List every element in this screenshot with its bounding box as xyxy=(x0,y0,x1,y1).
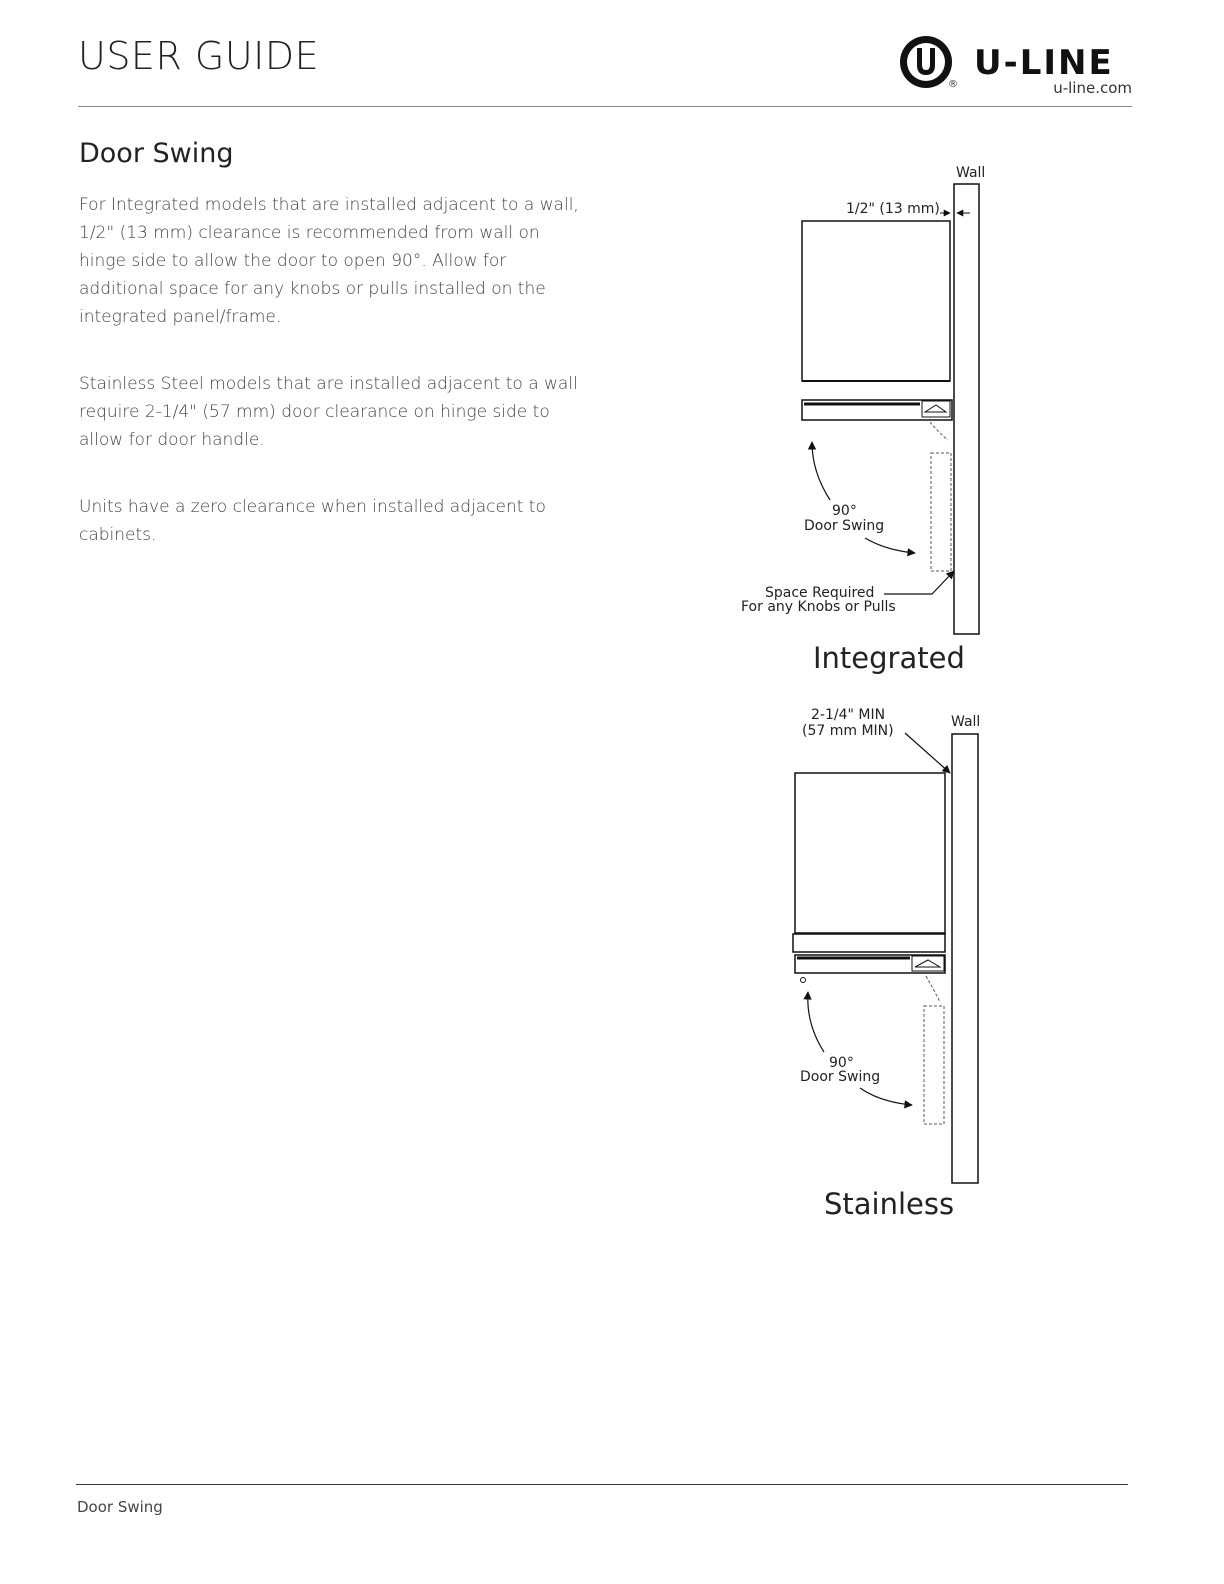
integrated-cabinet xyxy=(802,221,950,381)
integrated-swing-angle: 90° xyxy=(832,503,857,519)
stainless-wall xyxy=(952,734,978,1183)
stainless-cabinet xyxy=(795,773,945,933)
integrated-wall-label: Wall xyxy=(956,165,986,181)
registered-mark: ® xyxy=(948,79,958,90)
integrated-swing-arc-dash xyxy=(930,422,948,440)
stainless-swing-arc-dash xyxy=(926,976,940,1002)
brand-wordmark: U-LINE xyxy=(974,43,1114,83)
integrated-diagram xyxy=(741,165,985,675)
stainless-swing-arrow-down xyxy=(860,1088,912,1105)
stainless-wall-label: Wall xyxy=(951,714,981,730)
header-divider xyxy=(78,106,1132,107)
footer-divider xyxy=(76,1484,1128,1485)
stainless-swing-angle: 90° xyxy=(829,1055,854,1071)
integrated-space-label-1: Space Required xyxy=(765,585,875,601)
integrated-swing-arrow-down xyxy=(865,538,915,553)
stainless-caption: Stainless xyxy=(824,1187,955,1221)
integrated-swing-arrow-up xyxy=(812,442,830,500)
paragraph-stainless: Stainless Steel models that are installed adjacent to a wall require 2-1/4" (57 mm) door clearance on hinge side to allow for door handle. xyxy=(79,374,578,450)
paragraph-integrated: For Integrated models that are installed adjacent to a wall, 1/2" (13 mm) clearance is recommended from wall on hinge side to allow the door to open 90°. Allow for additional space for any knobs or pulls installed on the integrated panel/frame. xyxy=(79,195,579,327)
integrated-swing-label: Door Swing xyxy=(804,518,885,534)
stainless-swing-label: Door Swing xyxy=(800,1069,881,1085)
stainless-clearance-leader xyxy=(905,733,950,773)
integrated-clearance-label: 1/2" (13 mm) xyxy=(846,201,940,217)
stainless-swing-arrow-up xyxy=(808,992,824,1052)
paragraph-cabinets: Units have a zero clearance when installed adjacent to cabinets. xyxy=(79,497,546,545)
integrated-caption: Integrated xyxy=(813,641,965,675)
section-title: Door Swing xyxy=(79,138,234,169)
stainless-clearance-label-2: (57 mm MIN) xyxy=(802,723,894,739)
integrated-open-door xyxy=(931,453,951,571)
integrated-wall xyxy=(954,184,979,634)
brand-url: u-line.com xyxy=(1053,79,1132,97)
stainless-diagram xyxy=(793,707,980,1221)
door-swing-diagrams xyxy=(700,150,1100,1250)
footer-label: Door Swing xyxy=(77,1498,163,1516)
integrated-space-label-2: For any Knobs or Pulls xyxy=(741,599,896,615)
stainless-clearance-label-1: 2-1/4" MIN xyxy=(811,707,886,723)
stainless-handle-bar xyxy=(793,934,945,952)
page-header-title: USER GUIDE xyxy=(78,34,320,78)
stainless-open-door xyxy=(924,1006,944,1124)
integrated-space-leader xyxy=(884,571,954,594)
